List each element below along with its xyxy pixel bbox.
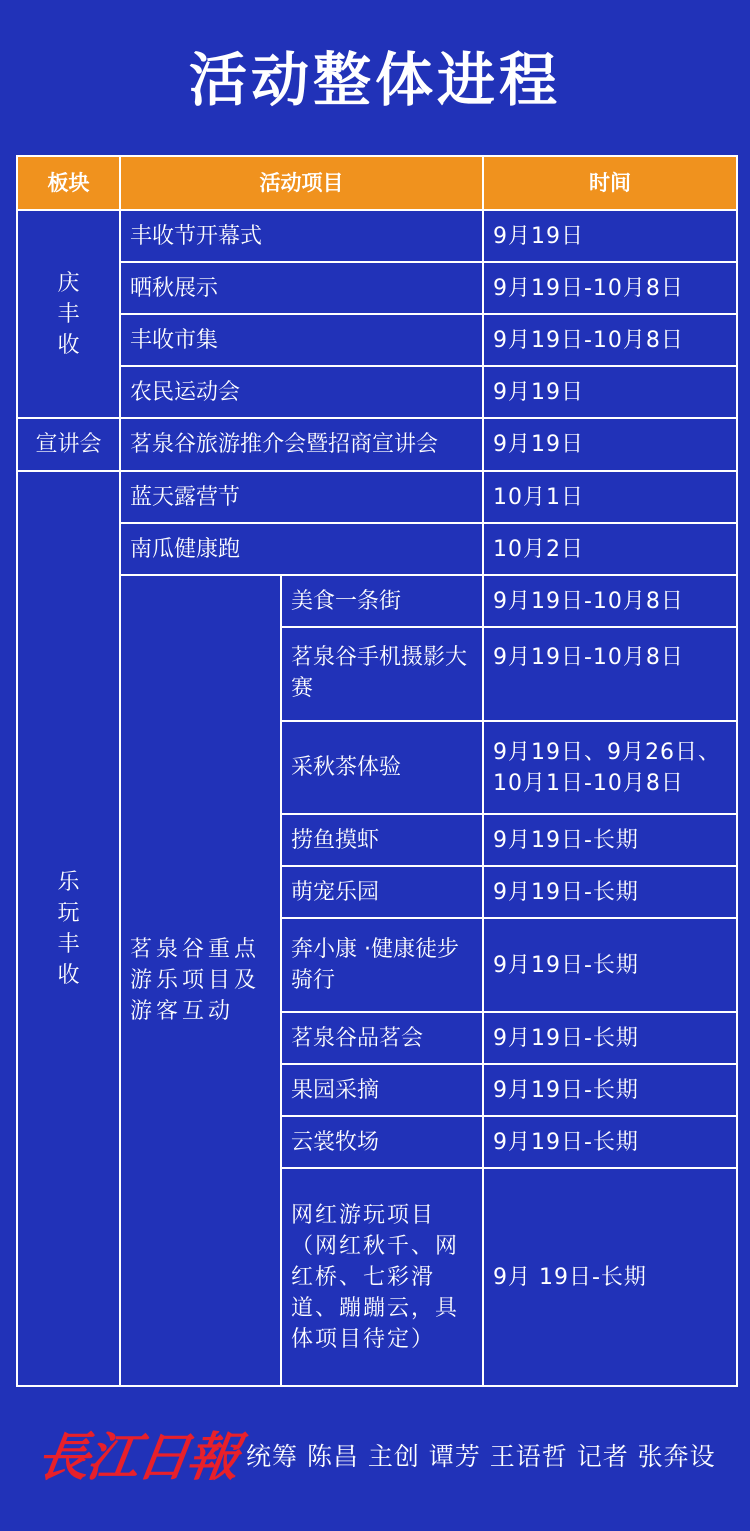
header-time: 时间 bbox=[483, 156, 737, 210]
section-label-harvest: 庆丰收 bbox=[57, 270, 80, 358]
activity-cell: 美食一条街 bbox=[281, 575, 483, 627]
time-cell: 9月19日-长期 bbox=[483, 866, 737, 918]
newspaper-logo: 長江日報 bbox=[33, 1427, 242, 1488]
table-header-row bbox=[17, 156, 737, 210]
time-cell: 9月19日-长期 bbox=[483, 814, 737, 866]
time-cell: 9月19日-10月8日 bbox=[483, 575, 737, 627]
time-cell: 9月19日-长期 bbox=[483, 918, 737, 1012]
subsection-cell: 茗泉谷重点游乐项目及游客互动 bbox=[120, 575, 281, 1386]
activity-cell: 捞鱼摸虾 bbox=[281, 814, 483, 866]
table-row bbox=[17, 210, 737, 262]
activity-cell: 蓝天露营节 bbox=[120, 471, 483, 523]
schedule-table bbox=[16, 155, 738, 1387]
activity-cell: 云裳牧场 bbox=[281, 1116, 483, 1168]
activity-cell: 网红游玩项目（网红秋千、网红桥、七彩滑道、蹦蹦云，具体项目待定） bbox=[281, 1168, 483, 1386]
time-cell: 9月 19日-长期 bbox=[483, 1168, 737, 1386]
time-cell: 9月19日 bbox=[483, 418, 737, 471]
time-cell: 9月19日-长期 bbox=[483, 1012, 737, 1064]
activity-cell: 采秋茶体验 bbox=[281, 721, 483, 814]
section-cell-fun bbox=[17, 471, 120, 1386]
time-cell: 9月19日 bbox=[483, 366, 737, 418]
section-cell-promo: 宣讲会 bbox=[17, 418, 120, 471]
table-row bbox=[17, 418, 737, 471]
activity-cell: 萌宠乐园 bbox=[281, 866, 483, 918]
table-row bbox=[17, 575, 737, 627]
table-row bbox=[17, 262, 737, 314]
table-row bbox=[17, 471, 737, 523]
credits-text: 统筹 陈昌 主创 谭芳 王语哲 记者 张奔设 bbox=[246, 1442, 716, 1471]
activity-cell: 奔小康 ·健康徒步骑行 bbox=[281, 918, 483, 1012]
activity-cell: 果园采摘 bbox=[281, 1064, 483, 1116]
time-cell: 9月19日、9月26日、10月1日-10月8日 bbox=[483, 721, 737, 814]
time-cell: 9月19日-10月8日 bbox=[483, 262, 737, 314]
activity-cell: 茗泉谷品茗会 bbox=[281, 1012, 483, 1064]
activity-cell: 茗泉谷手机摄影大赛 bbox=[281, 627, 483, 721]
time-cell: 9月19日 bbox=[483, 210, 737, 262]
activity-cell: 丰收市集 bbox=[120, 314, 483, 366]
time-cell: 9月19日-长期 bbox=[483, 1064, 737, 1116]
activity-cell: 农民运动会 bbox=[120, 366, 483, 418]
time-cell: 10月2日 bbox=[483, 523, 737, 575]
page-title: 活动整体进程 bbox=[188, 46, 561, 114]
table-row bbox=[17, 366, 737, 418]
activity-cell: 晒秋展示 bbox=[120, 262, 483, 314]
section-cell-harvest bbox=[17, 210, 120, 418]
activity-cell: 丰收节开幕式 bbox=[120, 210, 483, 262]
activity-cell: 茗泉谷旅游推介会暨招商宣讲会 bbox=[120, 418, 483, 471]
time-cell: 9月19日-10月8日 bbox=[483, 627, 737, 721]
section-label-fun: 乐玩丰收 bbox=[57, 869, 80, 988]
table-row bbox=[17, 523, 737, 575]
activity-cell: 南瓜健康跑 bbox=[120, 523, 483, 575]
table-row bbox=[17, 314, 737, 366]
time-cell: 10月1日 bbox=[483, 471, 737, 523]
footer bbox=[0, 1405, 750, 1505]
header-activity: 活动项目 bbox=[120, 156, 483, 210]
time-cell: 9月19日-长期 bbox=[483, 1116, 737, 1168]
header-section: 板块 bbox=[17, 156, 120, 210]
time-cell: 9月19日-10月8日 bbox=[483, 314, 737, 366]
